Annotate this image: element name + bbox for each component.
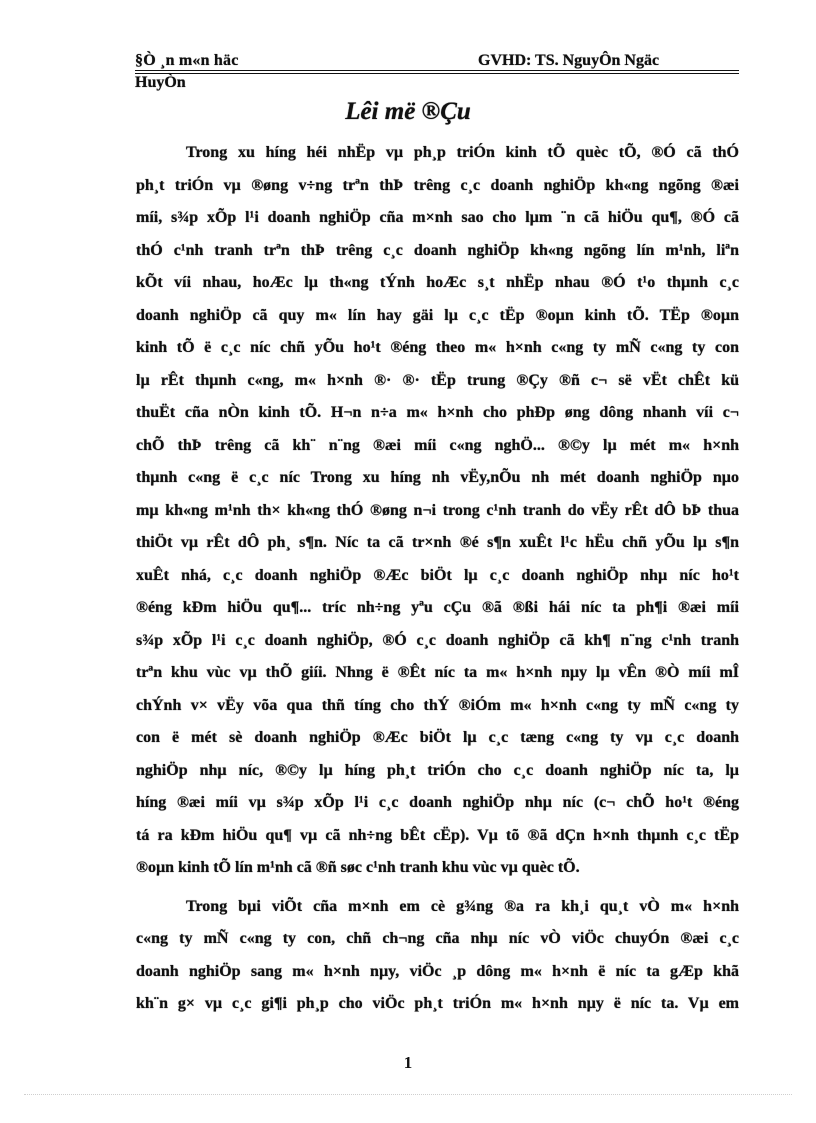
text-line: híng ®æi míi vµ s¾p xÕp l¹i c¸c doanh nghiÖp nhµ níc (c¬ chÕ ho¹t ®éng <box>136 794 739 811</box>
paragraph <box>136 891 739 1021</box>
text-line: mµ kh«ng m¹nh th× kh«ng thÓ ®øng n¬i trong c¹nh tranh do vËy rÊt dÔ bÞ thua <box>136 501 739 519</box>
text-line: lµ rÊt thµnh c«ng, m« h×nh ®· ®· tËp trung ®Çy ®ñ c¬ së vËt chÊt kü <box>136 371 739 389</box>
text-line: s¾p xÕp l¹i c¸c doanh nghiÖp, ®Ó c¸c doanh nghiÖp cã kh¶ n¨ng c¹nh tranh <box>136 631 739 649</box>
text-line: xuÊt nhá, c¸c doanh nghiÖp ®Æc biÖt lµ c¸c doanh nghiÖp nhµ níc ho¹t <box>136 566 739 584</box>
text-line: Trong xu híng héi nhËp vµ ph¸p triÓn kinh tÕ quèc tÕ, ®Ó cã thÓ <box>186 144 739 161</box>
text-line: thµnh c«ng ë c¸c níc Trong xu híng nh vËy,nÕu nh mét doanh nghiÖp nµo <box>136 469 739 486</box>
text-line: ®oµn kinh tÕ lín m¹nh cã ®ñ søc c¹nh tranh khu vùc vµ quèc tÕ. <box>136 859 580 876</box>
text-line: thuËt cña nÒn kinh tÕ. H¬n n÷a m« h×nh cho phÐp øng dông nhanh víi c¬ <box>136 404 739 421</box>
text-line: chÝnh v× vËy võa qua thñ tíng cho thÝ ®iÓm m« h×nh c«ng ty mÑ c«ng ty <box>136 696 739 714</box>
text-line: nghiÖp nhµ níc, ®©y lµ híng ph¸t triÓn cho c¸c doanh nghiÖp níc ta, lµ <box>136 761 739 779</box>
text-line: trªn khu vùc vµ thÕ giíi. Nhng ë ®Êt níc ta m« h×nh nµy lµ vÊn ®Ò míi mÎ <box>136 664 739 681</box>
text-line: kinh tÕ ë c¸c níc chñ yÕu ho¹t ®éng theo m« h×nh c«ng ty mÑ c«ng ty con <box>136 339 739 356</box>
text-line: thÓ c¹nh tranh trªn thÞ trêng c¸c doanh nghiÖp kh«ng ngõng lín m¹nh, liªn <box>136 241 739 259</box>
header-supervisor: GVHD: TS. NguyÔn Ngäc <box>478 52 660 69</box>
text-line: doanh nghiÖp sang m« h×nh nµy, viÖc ¸p dông m« h×nh ë níc ta gÆp khã <box>136 962 739 980</box>
page-number: 1 <box>403 1053 413 1072</box>
footer-divider <box>24 1094 792 1095</box>
body-text <box>136 137 739 1021</box>
text-line: chÕ thÞ trêng cã kh¨ n¨ng ®æi míi c«ng nghÖ... ®©y lµ mét m« h×nh <box>136 436 739 454</box>
text-line: doanh nghiÖp cã quy m« lín hay gäi lµ c¸c tËp ®oµn kinh tÕ. TËp ®oµn <box>136 306 739 324</box>
text-line: kÕt víi nhau, hoÆc lµ th«ng tÝnh hoÆc s¸t nhËp nhau ®Ó t¹o thµnh c¸c <box>136 274 739 291</box>
header-course-title: §Ò ¸n m«n häc <box>135 52 239 69</box>
text-line: thiÖt vµ rÊt dÔ ph¸ s¶n. Níc ta cã tr×nh ®é s¶n xuÊt l¹c hËu chñ yÕu lµ s¶n <box>136 534 739 551</box>
header-rule-bottom <box>135 73 739 74</box>
paragraph <box>136 137 739 885</box>
text-line: tá ra kÐm hiÖu qu¶ vµ cã nh÷ng bÊt cËp). Vµ tõ ®ã dÇn h×nh thµnh c¸c tËp <box>136 826 739 844</box>
page-title: Lêi më ®Çu <box>345 98 471 125</box>
text-line: con ë mét sè doanh nghiÖp ®Æc biÖt lµ c¸c tæng c«ng ty vµ c¸c doanh <box>136 729 739 746</box>
text-line: kh¨n g× vµ c¸c gi¶i ph¸p cho viÖc ph¸t triÓn m« h×nh nµy ë níc ta. Vµ em <box>136 995 739 1012</box>
header-supervisor-continuation: HuyÒn <box>135 74 186 91</box>
text-line: ®éng kÐm hiÖu qu¶... tríc nh÷ng yªu cÇu ®ã ®ßi hái níc ta ph¶i ®æi míi <box>136 599 739 616</box>
text-line: Trong bµi viÕt cña m×nh em cè g¾ng ®a ra kh¸i qu¸t vÒ m« h×nh <box>186 897 739 915</box>
text-line: c«ng ty mÑ c«ng ty con, chñ ch¬ng cña nhµ níc vÒ viÖc chuyÓn ®æi c¸c <box>136 930 739 947</box>
header-rule-top <box>135 70 739 71</box>
text-line: ph¸t triÓn vµ ®øng v÷ng trªn thÞ trêng c¸c doanh nghiÖp kh«ng ngõng ®æi <box>136 176 739 194</box>
text-line: míi, s¾p xÕp l¹i doanh nghiÖp cña m×nh sao cho lµm ¨n cã hiÖu qu¶, ®Ó cã <box>136 209 739 226</box>
